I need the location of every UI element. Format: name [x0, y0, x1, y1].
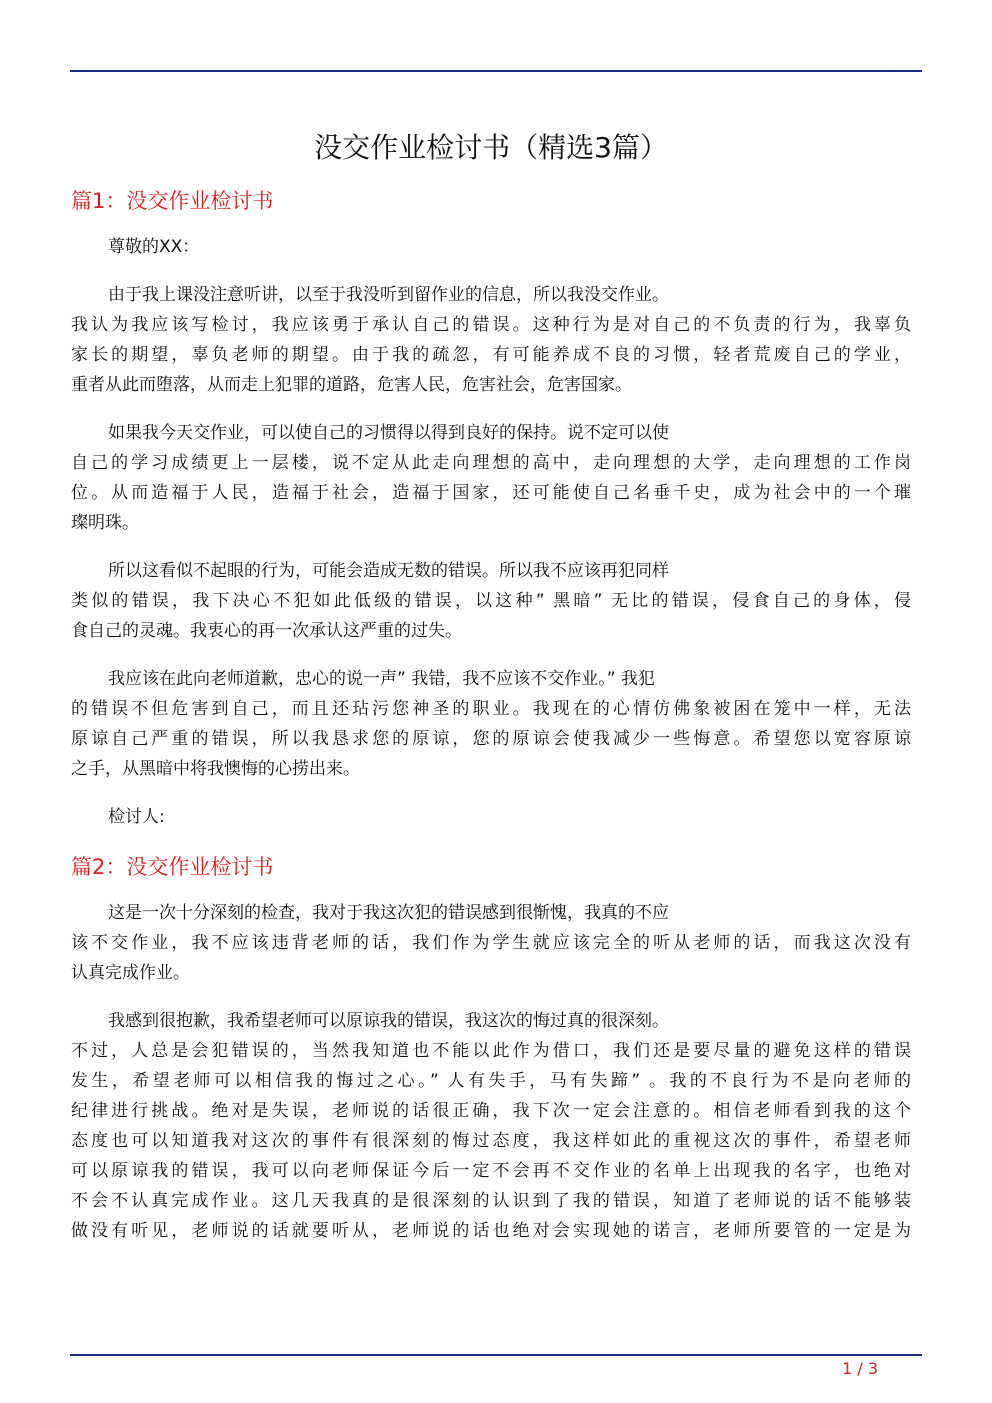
text-line: 不过，人总是会犯错误的，当然我知道也不能以此作为借口，我们还是要尽量的避免这样的错误: [71, 1041, 911, 1061]
text-line: 由于我上课没注意听讲，以至于我没听到留作业的信息，所以我没交作业。: [108, 285, 669, 305]
paragraph: [71, 418, 911, 538]
text-line: 如果我今天交作业，可以使自己的习惯得以得到良好的保持。说不定可以使: [108, 423, 669, 443]
paragraph: [71, 1006, 911, 1246]
page-number: 1 / 3: [842, 1359, 878, 1378]
document-body: [71, 126, 911, 1264]
section-heading-1: 篇1：没交作业检讨书: [71, 189, 274, 213]
text-line: 发生，希望老师可以相信我的悔过之心。” 人有失手，马有失蹄” 。我的不良行为不是向老师的: [71, 1071, 911, 1091]
text-line: 类似的错误，我下决心不犯如此低级的错误，以这种” 黑暗” 无比的错误，侵食自己的身体，侵: [71, 591, 911, 611]
text-line: 所以这看似不起眼的行为，可能会造成无数的错误。所以我不应该再犯同样: [108, 561, 669, 581]
text-line: 这是一次十分深刻的检查，我对于我这次犯的错误感到很惭愧，我真的不应: [108, 903, 669, 923]
paragraph: [71, 556, 911, 646]
signature-label: 检讨人:: [108, 807, 165, 827]
text-line: 自己的学习成绩更上一层楼，说不定从此走向理想的高中，走向理想的大学，走向理想的工作岗: [71, 453, 911, 473]
paragraph: [71, 898, 911, 988]
document-title: 没交作业检讨书（精选3篇）: [314, 131, 668, 164]
text-line: 食自己的灵魂。我衷心的再一次承认这严重的过失。: [71, 621, 462, 641]
header-rule: [70, 70, 922, 72]
text-line: 之手，从黑暗中将我懊悔的心捞出来。: [71, 759, 360, 779]
text-line: 认真完成作业。: [71, 963, 190, 983]
text-line: 尊敬的XX：: [108, 237, 200, 257]
paragraph: [71, 280, 911, 400]
section-heading-2: 篇2：没交作业检讨书: [71, 855, 274, 879]
paragraph: [71, 232, 911, 262]
text-line: 位。从而造福于人民，造福于社会，造福于国家，还可能使自己名垂千史，成为社会中的一个璀: [71, 483, 911, 503]
footer-rule: [70, 1354, 922, 1356]
text-line: 的错误不但危害到自己，而且还玷污您神圣的职业。我现在的心情仿佛象被困在笼中一样，无法: [71, 699, 911, 719]
text-line: 原谅自己严重的错误，所以我恳求您的原谅，您的原谅会使我减少一些悔意。希望您以宽容原谅: [71, 729, 911, 749]
text-line: 可以原谅我的错误，我可以向老师保证今后一定不会再不交作业的名单上出现我的名字，也绝对: [71, 1161, 911, 1181]
text-line: 我应该在此向老师道歉，忠心的说一声” 我错，我不应该不交作业。” 我犯: [108, 669, 655, 689]
paragraph: [71, 802, 911, 832]
text-line: 纪律进行挑战。绝对是失误，老师说的话很正确，我下次一定会注意的。相信老师看到我的这个: [71, 1101, 911, 1121]
text-line: 家长的期望，辜负老师的期望。由于我的疏忽，有可能养成不良的习惯，轻者荒废自己的学业，: [71, 345, 911, 365]
text-line: 态度也可以知道我对这次的事件有很深刻的悔过态度，我这样如此的重视这次的事件，希望老师: [71, 1131, 911, 1151]
text-line: 我感到很抱歉，我希望老师可以原谅我的错误，我这次的悔过真的很深刻。: [108, 1011, 669, 1031]
text-line: 重者从此而堕落，从而走上犯罪的道路，危害人民，危害社会，危害国家。: [71, 375, 632, 395]
paragraph: [71, 664, 911, 784]
text-line: 做没有听见，老师说的话就要听从，老师说的话也绝对会实现她的诺言，老师所要管的一定是为: [71, 1221, 911, 1241]
text-line: 该不交作业，我不应该违背老师的话，我们作为学生就应该完全的听从老师的话，而我这次没有: [71, 933, 911, 953]
text-line: 我认为我应该写检讨，我应该勇于承认自己的错误。这种行为是对自己的不负责的行为，我辜负: [71, 315, 911, 335]
text-line: 璨明珠。: [71, 513, 139, 533]
text-line: 不会不认真完成作业。这几天我真的是很深刻的认识到了我的错误，知道了老师说的话不能够装: [71, 1191, 911, 1211]
